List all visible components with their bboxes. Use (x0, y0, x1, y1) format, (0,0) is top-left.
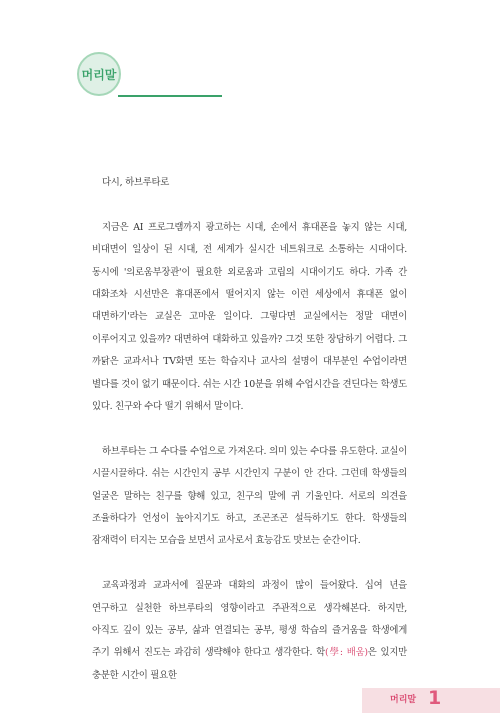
title-underline (118, 95, 222, 97)
hanja-annotation: (學: 배움) (324, 647, 368, 659)
paragraph-3 (92, 575, 407, 687)
greeting-line: 다시, 하브루타로 (102, 177, 170, 188)
paragraph-1: 지금은 AI 프로그램까지 광고하는 시대, 손에서 휴대폰을 놓지 않는 시대, 비대면이 일상이 된 시대, 전 세계가 실시간 네트워크로 소통하는 시대이다. 동시에 '의로움부장관'이 필요한 외로움과 고립의 시대이기도 하다. 가족 간 대화조차 시선만은 휴대폰에서 떨어지지 않는 이런 세상에서 휴대폰 없이 대면하기'라는 교실은 고마운 일이다. 그렇다면 교실에서는 정말 대면이 이루어지고 있을까? 대면하여 대화하고 있을까? 그것 또한 장담하기 어렵다. 그 까닭은 교과서나 TV화면 또는 학습지나 교사의 설명이 대부분인 수업이라면 별다를 것이 없기 때문이다. 쉬는 시간 10분을 위해 수업시간을 견딘다는 학생도 있다. 친구와 수다 떨기 위해서 말이다. (92, 221, 407, 413)
footer-section-label: 머리말 (390, 695, 417, 705)
preface-body (92, 172, 407, 687)
chapter-title-badge (77, 52, 121, 96)
chapter-title: 머리말 (81, 67, 117, 82)
paragraph-3-text-after: 은 있지만 충분한 시간이 필요한 (92, 647, 407, 681)
paragraph-2: 하브루타는 그 수다를 수업으로 가져온다. 의미 있는 수다를 유도한다. 교실이 시끌시끌하다. 쉬는 시간인지 공부 시간인지 구분이 안 간다. 그런데 학생들의 얼굴은 말하는 친구를 향해 있고, 친구의 말에 귀 기울인다. 서로의 의견을 조율하다가 언성이 높아지기도 하고, 조곤조곤 설득하기도 한다. 학생들의 잠재력이 터지는 모습을 보면서 교사로서 효능감도 맛보는 순간이다. (92, 445, 407, 547)
paragraph-3-text-before: 교육과정과 교과서에 질문과 대화의 과정이 많이 들어왔다. 십여 년을 연구하고 실천한 하브루타의 영향이라고 주관적으로 생각해본다. 하지만, 아직도 깊이 있는 공부, 삶과 연결되는 공부, 평생 학습의 즐거움을 학생에게 주기 위해서 진도는 과감히 생략해야 한다고 생각한다. 학 (92, 580, 407, 659)
page-number: 1 (428, 687, 442, 709)
